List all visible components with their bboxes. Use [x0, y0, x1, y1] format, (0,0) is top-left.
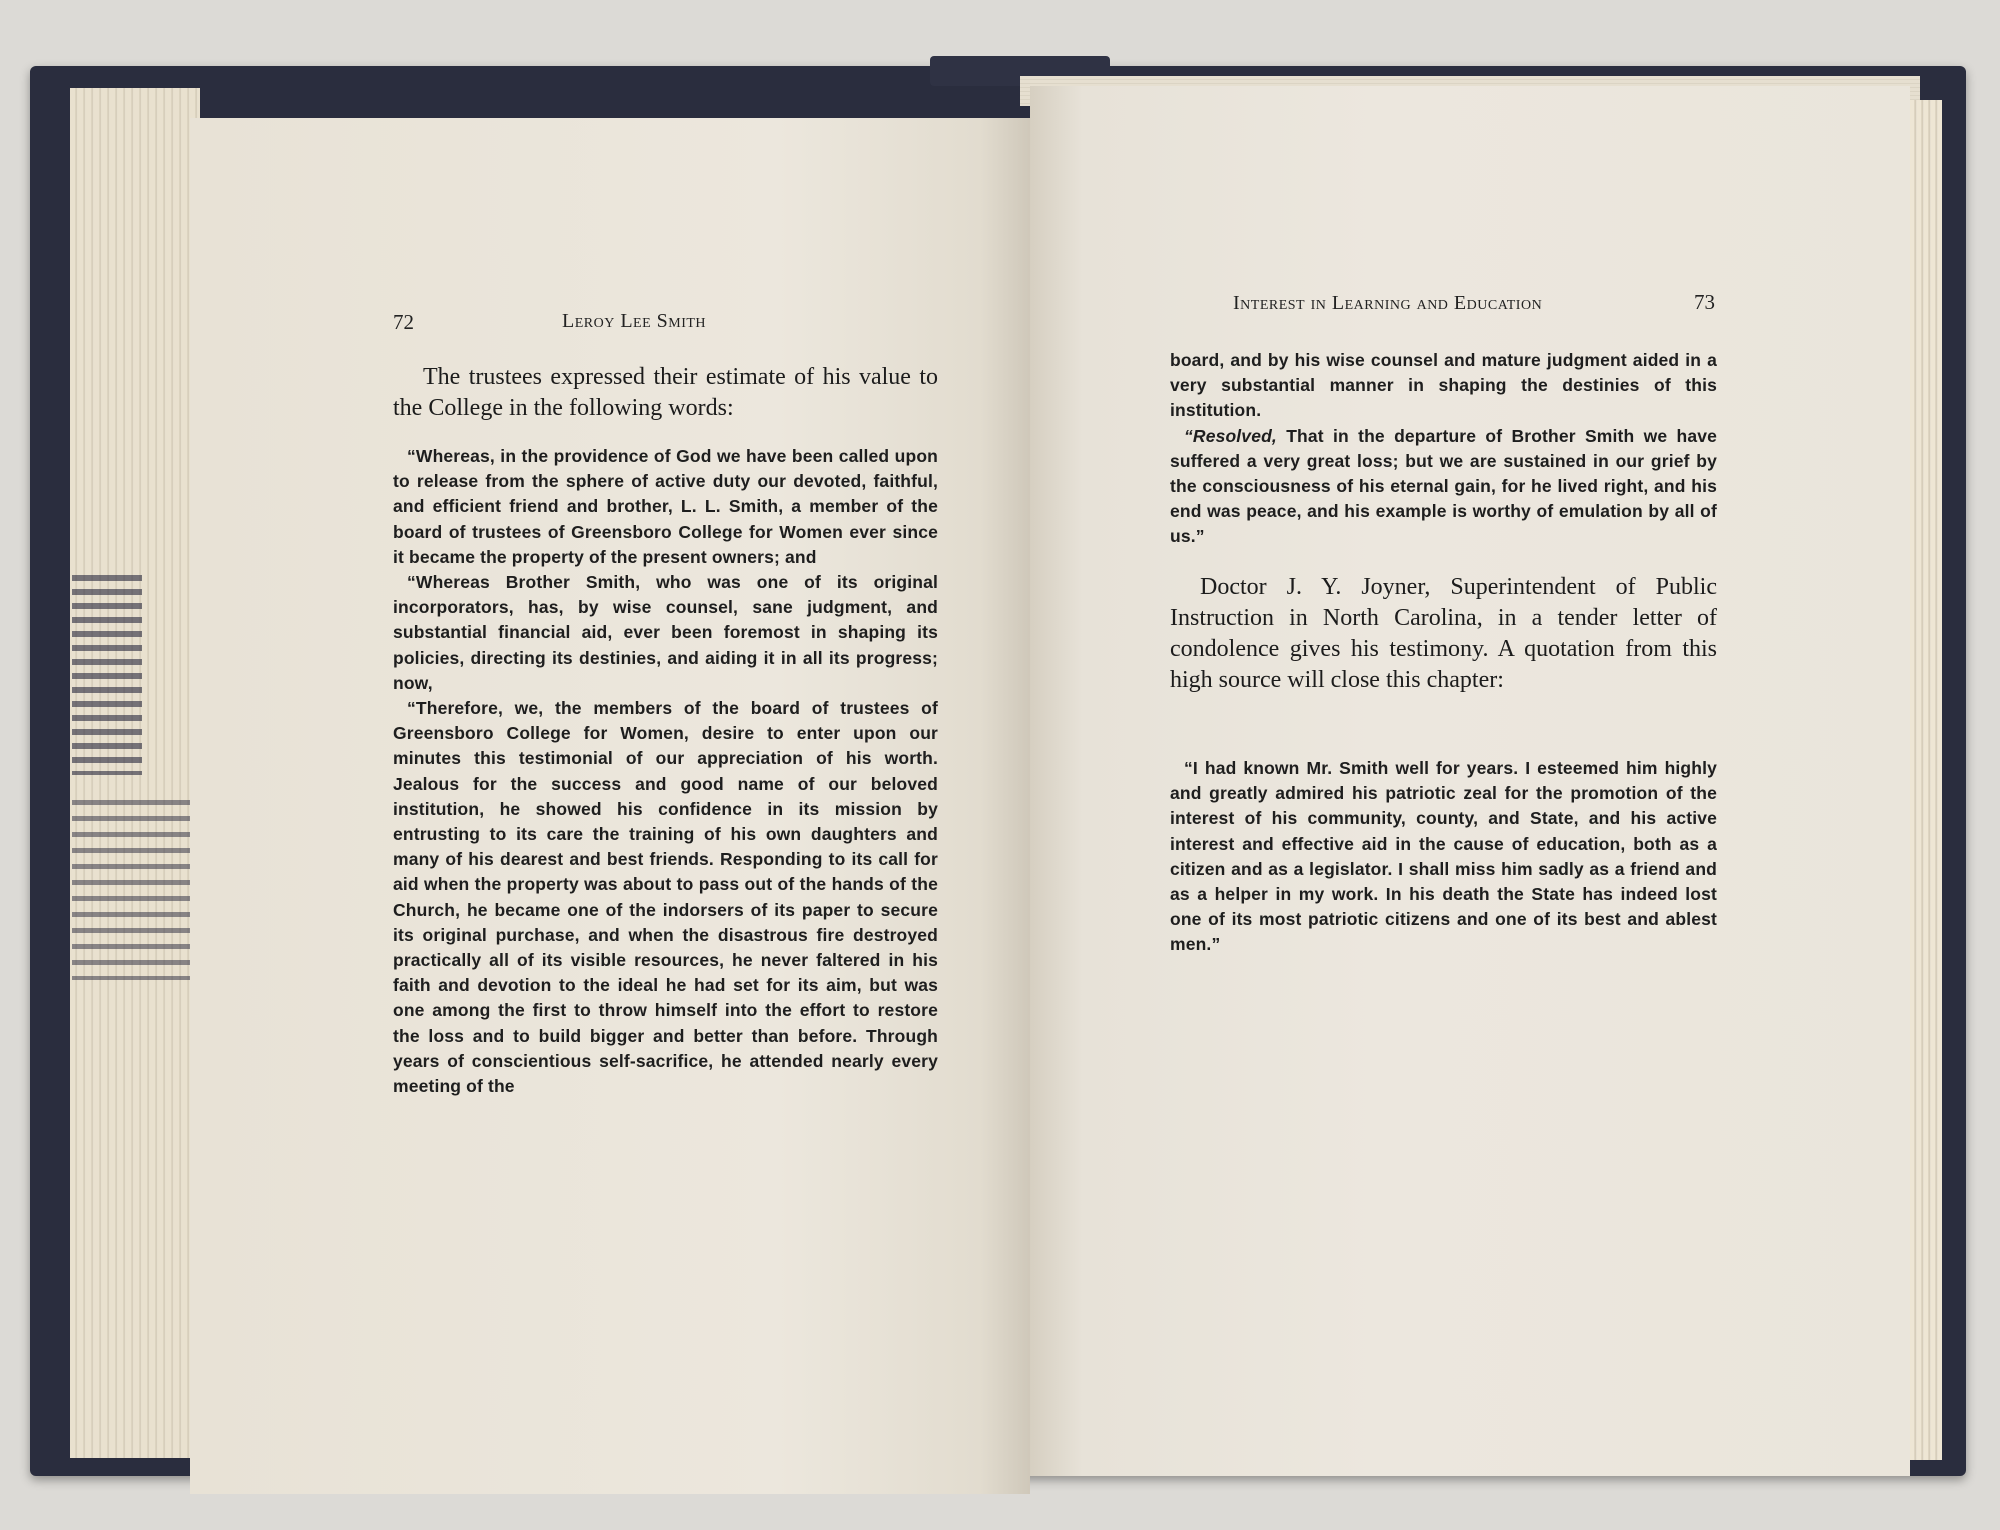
running-head: Interest in Learning and Education	[1233, 292, 1543, 314]
resolution-paragraph: “Whereas Brother Smith, who was one of its original incorporators, has, by wise counsel, sane judgment, and substantial financial aid, ever been foremost in shaping its policies, directing its destinies, and aiding it in all its progress; now,	[393, 572, 938, 693]
page-edges-right	[1910, 100, 1942, 1460]
left-page	[190, 118, 1030, 1494]
lead-paragraph	[1170, 572, 1717, 696]
lead-paragraph-text: The trustees expressed their estimate of his value to the College in the following words:	[393, 364, 938, 421]
resolution-continuation	[1170, 348, 1717, 550]
quotation-paragraph: “I had known Mr. Smith well for years. I esteemed him highly and greatly admired his patriotic zeal for the promotion of the interest of his community, county, and State, and his active interest and effective aid in the cause of education, both as a citizen and as a legislator. I shall miss him sadly as a friend and as a helper in my work. In his death the State has indeed lost one of its most patriotic citizens and one of its best and ablest men.”	[1170, 758, 1717, 955]
continuation-paragraph: board, and by his wise counsel and mature judgment aided in a very substantial manner in shaping the destinies of this institution.	[1170, 350, 1717, 421]
resolution-text	[393, 444, 938, 1099]
resolved-text: That in the departure of Brother Smith we have suffered a very great loss; but we are sustained in our grief by the consciousness of his eternal gain, for he lived right, and his end was peace, and his example is worthy of emulation by all of us.”	[1170, 425, 1717, 547]
resolution-paragraph: “Therefore, we, the members of the board of trustees of Greensboro College for Women, desire to enter upon our minutes this testimonial of our appreciation of his worth. Jealous for the success and good name of our beloved institution, he showed his confidence in its mission by entrusting to its care the training of his own daughters and many of his dearest and best friends. Responding to its call for aid when the property was about to pass out of the hands of the Church, he became one of the indorsers of its paper to secure its original purchase, and when the disastrous fire destroyed practically all of its visible resources, he never faltered in his faith and devotion to the ideal he had set for its aim, but was one among the first to throw himself into the effort to restore the loss and to build bigger and better than before. Through years of conscientious self-sacrifice, he attended nearly every meeting of the	[393, 698, 938, 1097]
ink-smudge	[72, 575, 142, 775]
page-number: 72	[393, 310, 414, 334]
lead-paragraph	[393, 362, 938, 424]
joyner-quotation	[1170, 756, 1717, 958]
resolved-paragraph	[1170, 424, 1717, 550]
lead-paragraph-text: Doctor J. Y. Joyner, Superintendent of Public Instruction in North Carolina, in a tender letter of condolence gives his testimony. A quotation from this high source will close this chapter:	[1170, 574, 1717, 693]
ink-smudge	[72, 800, 192, 980]
running-head: Leroy Lee Smith	[562, 310, 707, 332]
page-number: 73	[1694, 290, 1715, 314]
resolved-word: “Resolved,	[1184, 425, 1277, 446]
resolution-paragraph: “Whereas, in the providence of God we have been called upon to release from the sphere of active duty our devoted, faithful, and efficient friend and brother, L. L. Smith, a member of the board of trustees of Greensboro College for Women ever since it became the property of the present owners; and	[393, 446, 938, 567]
right-page	[1030, 86, 1910, 1476]
